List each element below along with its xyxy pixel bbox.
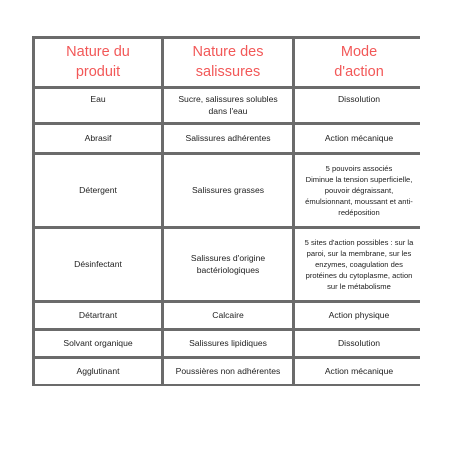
table-cell: Dissolution xyxy=(295,331,423,356)
table-cell: Solvant organique xyxy=(35,331,161,356)
table-cell: Agglutinant xyxy=(35,359,161,384)
table-cell: Désinfectant xyxy=(35,229,161,300)
table-cell: Action mécanique xyxy=(295,359,423,384)
table-cell: Salissures lipidiques xyxy=(164,331,292,356)
table-cell: 5 pouvoirs associés Diminue la tension superficielle, pouvoir dégraissant, émulsionnant, moussant et anti- redéposition xyxy=(295,155,423,226)
table-cell: Détartrant xyxy=(35,303,161,328)
table-cell: Sucre, salissures solubles dans l'eau xyxy=(164,89,292,122)
table-cell: Détergent xyxy=(35,155,161,226)
table-cell: Action mécanique xyxy=(295,125,423,152)
table-cell: Dissolution xyxy=(295,89,423,122)
header-mode-of-action: Mode d'action xyxy=(295,39,423,86)
table-cell: Action physique xyxy=(295,303,423,328)
table-cell: Calcaire xyxy=(164,303,292,328)
cleaning-products-table xyxy=(32,36,420,386)
table-cell: Salissures grasses xyxy=(164,155,292,226)
table-cell: 5 sites d'action possibles : sur la paroi, sur la membrane, sur les enzymes, coagulation des protéines du cytoplasme, action sur le métabolisme xyxy=(295,229,423,300)
header-soil-nature: Nature des salissures xyxy=(164,39,292,86)
header-product-nature: Nature du produit xyxy=(35,39,161,86)
table-cell: Poussières non adhérentes xyxy=(164,359,292,384)
table-cell: Eau xyxy=(35,89,161,122)
table-cell: Abrasif xyxy=(35,125,161,152)
table-cell: Salissures adhérentes xyxy=(164,125,292,152)
table-cell: Salissures d'origine bactériologiques xyxy=(164,229,292,300)
